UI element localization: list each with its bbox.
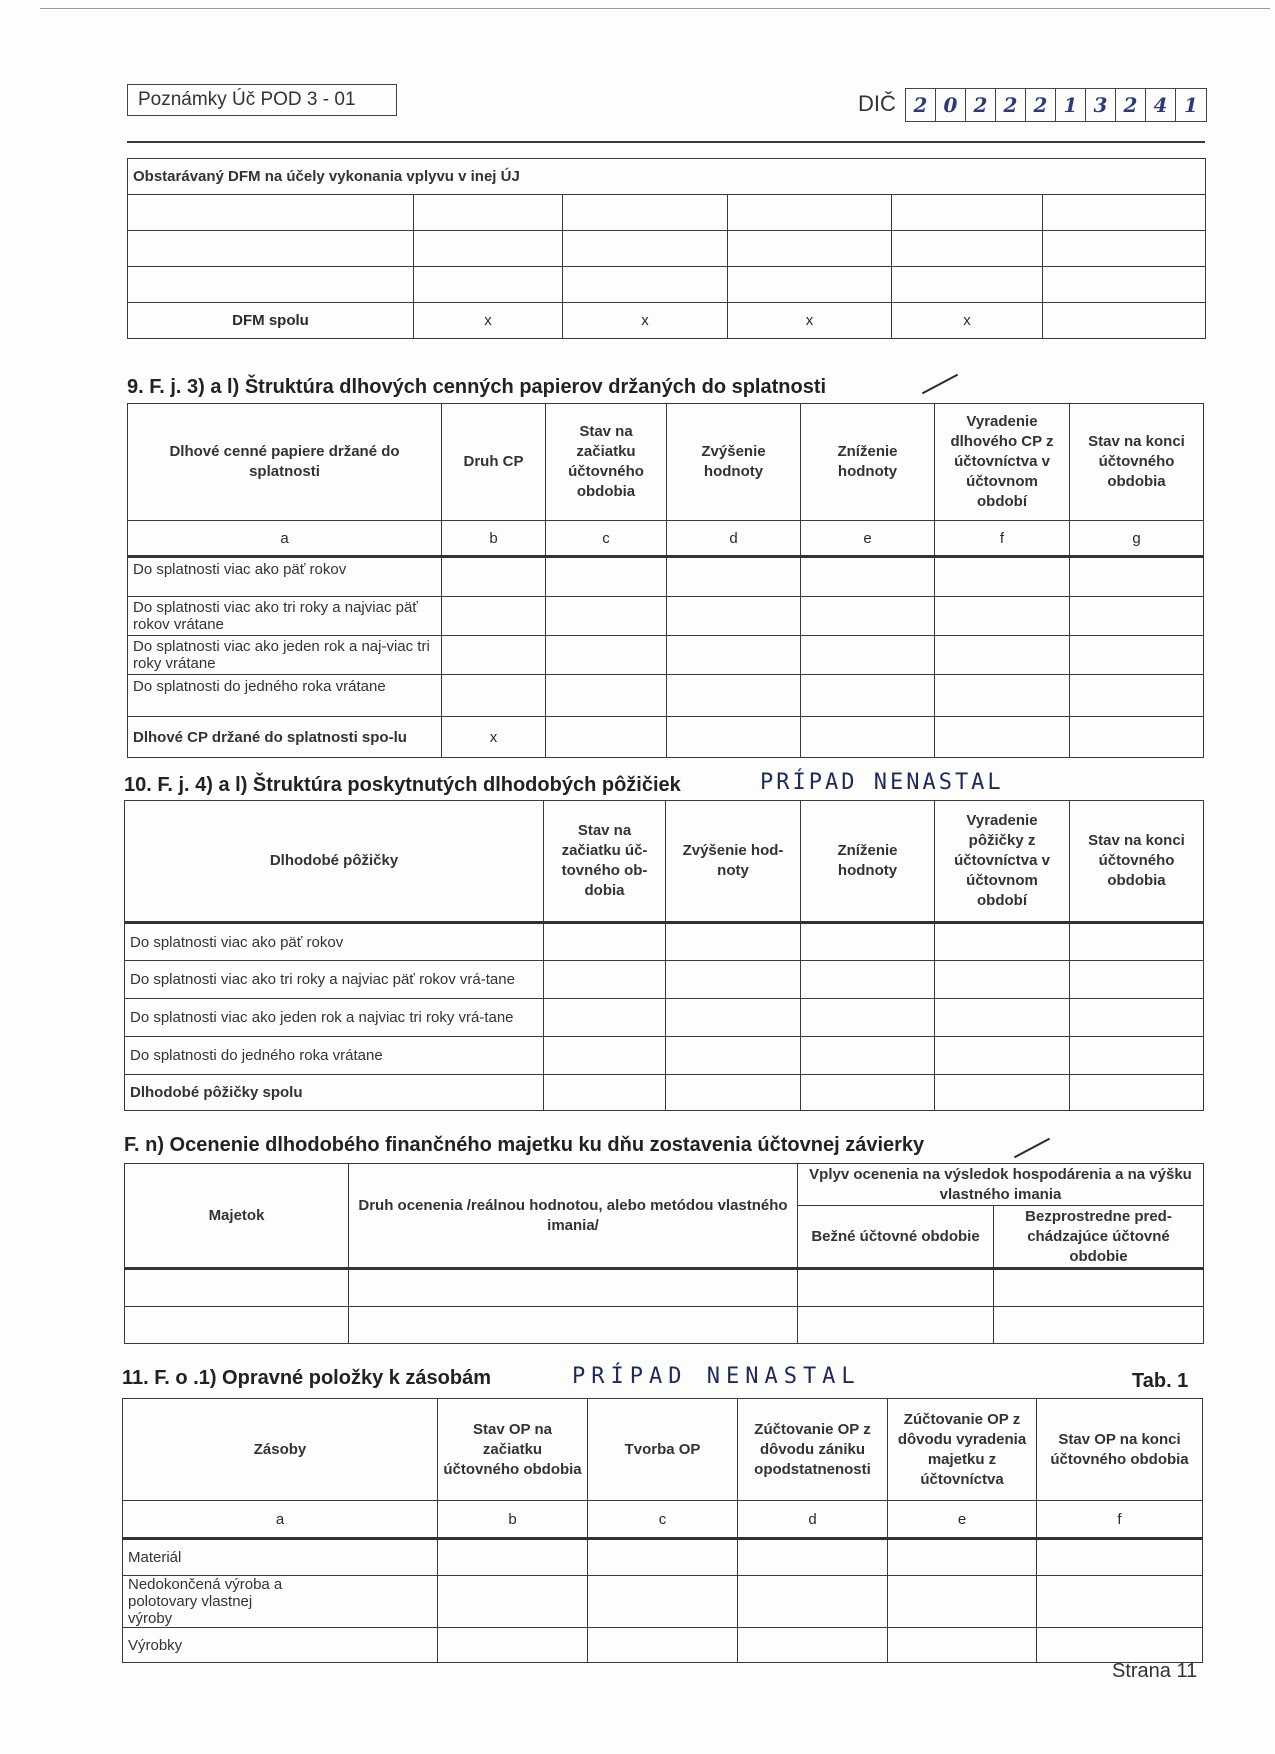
dfm-total-cell: x bbox=[563, 303, 728, 339]
row-label: Do splatnosti do jedného roka vrátane bbox=[128, 675, 442, 717]
total-label: Dlhodobé pôžičky spolu bbox=[125, 1075, 544, 1111]
section-fn-table bbox=[124, 1163, 1204, 1344]
row-label: Do splatnosti viac ako päť rokov bbox=[128, 557, 442, 597]
dfm-total-label: DFM spolu bbox=[128, 303, 414, 339]
table-row bbox=[123, 1576, 1203, 1628]
table-row bbox=[128, 675, 1204, 717]
column-header: Stav na začiatku účtovného obdobia bbox=[546, 404, 667, 521]
column-letter: f bbox=[1037, 1501, 1203, 1539]
column-header: Bezprostredne pred-chádzajúce účtovné obdobie bbox=[994, 1206, 1204, 1269]
column-letter: e bbox=[801, 521, 935, 557]
dic-digit[interactable]: 3 bbox=[1086, 89, 1116, 121]
column-header: Stav OP na konci účtovného obdobia bbox=[1037, 1399, 1203, 1501]
column-header: Zníženie hodnoty bbox=[801, 801, 935, 923]
dic-digit[interactable]: 2 bbox=[966, 89, 996, 121]
column-header: Bežné účtovné obdobie bbox=[798, 1206, 994, 1269]
column-header: Dlhodobé pôžičky bbox=[125, 801, 544, 923]
table-row bbox=[128, 636, 1204, 675]
tab-label: Tab. 1 bbox=[1132, 1370, 1189, 1392]
column-letter: e bbox=[888, 1501, 1037, 1539]
table-row bbox=[123, 1539, 1203, 1576]
header-divider bbox=[127, 141, 1205, 143]
column-header: Druh CP bbox=[442, 404, 546, 521]
dfm-total-cell[interactable] bbox=[1043, 303, 1206, 339]
column-letter: b bbox=[442, 521, 546, 557]
row-label: Do splatnosti viac ako tri roky a najviac päť rokov vrátane bbox=[128, 597, 442, 636]
checkmark-icon bbox=[922, 374, 958, 395]
row-label: Do splatnosti viac ako tri roky a najviac päť rokov vrá-tane bbox=[125, 961, 544, 999]
column-header: Zvýšenie hod-noty bbox=[666, 801, 801, 923]
column-header: Vyradenie pôžičky z účtovníctva v účtovnom období bbox=[935, 801, 1070, 923]
row-label: Do splatnosti viac ako jeden rok a najviac tri roky vrá-tane bbox=[125, 999, 544, 1037]
table-row bbox=[125, 1307, 1204, 1344]
form-id-box: Poznámky Úč POD 3 - 01 bbox=[127, 84, 397, 116]
column-header: Tvorba OP bbox=[588, 1399, 738, 1501]
dic-digit[interactable]: 2 bbox=[1026, 89, 1056, 121]
table-row bbox=[125, 1037, 1204, 1075]
page-number: Strana 11 bbox=[1112, 1660, 1198, 1682]
section9-table bbox=[127, 403, 1204, 758]
handwritten-note: PRÍPAD NENASTAL bbox=[760, 770, 1004, 795]
column-header: Stav na konci účtovného obdobia bbox=[1070, 801, 1204, 923]
section11-title: 11. F. o .1) Opravné položky k zásobám bbox=[122, 1367, 492, 1389]
table-row bbox=[128, 231, 1206, 267]
column-header: Dlhové cenné papiere držané do splatnosti bbox=[128, 404, 442, 521]
table-row bbox=[125, 999, 1204, 1037]
column-header: Vyradenie dlhového CP z účtovníctva v účtovnom období bbox=[935, 404, 1070, 521]
dic-label: DIČ bbox=[858, 91, 896, 116]
column-header: Majetok bbox=[125, 1164, 349, 1269]
column-header: Zúčtovanie OP z dôvodu zániku opodstatnenosti bbox=[738, 1399, 888, 1501]
row-label: Do splatnosti viac ako jeden rok a naj-viac tri roky vrátane bbox=[128, 636, 442, 675]
table-row bbox=[125, 961, 1204, 999]
dfm-table bbox=[127, 158, 1206, 339]
column-header: Zvýšenie hodnoty bbox=[667, 404, 801, 521]
section11-table bbox=[122, 1398, 1203, 1663]
section-fn-title: F. n) Ocenenie dlhodobého finančného majetku ku dňu zostavenia účtovnej závierky bbox=[124, 1134, 925, 1156]
total-druh-cell: x bbox=[442, 717, 546, 758]
column-letter: d bbox=[738, 1501, 888, 1539]
column-letter: a bbox=[123, 1501, 438, 1539]
dic-digit[interactable]: 1 bbox=[1056, 89, 1086, 121]
dfm-total-cell: x bbox=[728, 303, 892, 339]
column-letter: f bbox=[935, 521, 1070, 557]
dic-digit[interactable]: 2 bbox=[906, 89, 936, 121]
column-letter: d bbox=[667, 521, 801, 557]
dic-field[interactable] bbox=[905, 88, 1207, 122]
column-header: Druh ocenenia /reálnou hodnotou, alebo metódou vlastného imania/ bbox=[349, 1164, 798, 1269]
section9-title: 9. F. j. 3) a l) Štruktúra dlhových cenných papierov držaných do splatnosti bbox=[127, 376, 827, 398]
table-row bbox=[128, 597, 1204, 636]
table-row bbox=[128, 267, 1206, 303]
column-letter: a bbox=[128, 521, 442, 557]
section10-table bbox=[124, 800, 1204, 1111]
dic-digit[interactable]: 1 bbox=[1184, 93, 1198, 117]
table-row bbox=[123, 1628, 1203, 1663]
column-letter: b bbox=[438, 1501, 588, 1539]
column-header: Zásoby bbox=[123, 1399, 438, 1501]
section9-total-row bbox=[128, 717, 1204, 758]
column-header: Stav OP na začiatku účtovného obdobia bbox=[438, 1399, 588, 1501]
column-header: Zníženie hodnoty bbox=[801, 404, 935, 521]
dic-digit[interactable]: 4 bbox=[1146, 89, 1176, 121]
section10-total-row bbox=[125, 1075, 1204, 1111]
dic-digit[interactable]: 2 bbox=[996, 89, 1026, 121]
row-label: Materiál bbox=[123, 1539, 438, 1576]
table-row bbox=[125, 1269, 1204, 1307]
row-label: Nedokončená výroba a polotovary vlastnej výroby bbox=[123, 1576, 438, 1628]
column-header: Stav na začiatku úč-tovného ob-dobia bbox=[544, 801, 666, 923]
row-label: Do splatnosti do jedného roka vrátane bbox=[125, 1037, 544, 1075]
dic-digit[interactable]: 2 bbox=[1116, 89, 1146, 121]
dfm-total-cell: x bbox=[892, 303, 1043, 339]
dic-digit[interactable]: 0 bbox=[936, 89, 966, 121]
row-label: Do splatnosti viac ako päť rokov bbox=[125, 923, 544, 961]
dfm-total-cell: x bbox=[414, 303, 563, 339]
column-header: Zúčtovanie OP z dôvodu vyradenia majetku z účtovníctva bbox=[888, 1399, 1037, 1501]
table-row bbox=[128, 557, 1204, 597]
column-header: Stav na konci účtovného obdobia bbox=[1070, 404, 1204, 521]
column-letter: g bbox=[1070, 521, 1204, 557]
section10-title: 10. F. j. 4) a l) Štruktúra poskytnutých dlhodobých pôžičiek bbox=[124, 774, 681, 796]
handwritten-note: PRÍPAD NENASTAL bbox=[572, 1364, 861, 1389]
page-top-edge bbox=[40, 8, 1270, 9]
dfm-total-row bbox=[128, 303, 1206, 339]
row-label: Výrobky bbox=[123, 1628, 438, 1663]
total-label: Dlhové CP držané do splatnosti spo-lu bbox=[128, 717, 442, 758]
dfm-table-title: Obstarávaný DFM na účely vykonania vplyvu v inej ÚJ bbox=[128, 159, 1206, 195]
column-letter: c bbox=[546, 521, 667, 557]
table-row bbox=[128, 195, 1206, 231]
table-row bbox=[125, 923, 1204, 961]
column-header-group: Vplyv ocenenia na výsledok hospodárenia a na výšku vlastného imania bbox=[798, 1164, 1204, 1206]
checkmark-icon bbox=[1014, 1138, 1050, 1159]
column-letter: c bbox=[588, 1501, 738, 1539]
